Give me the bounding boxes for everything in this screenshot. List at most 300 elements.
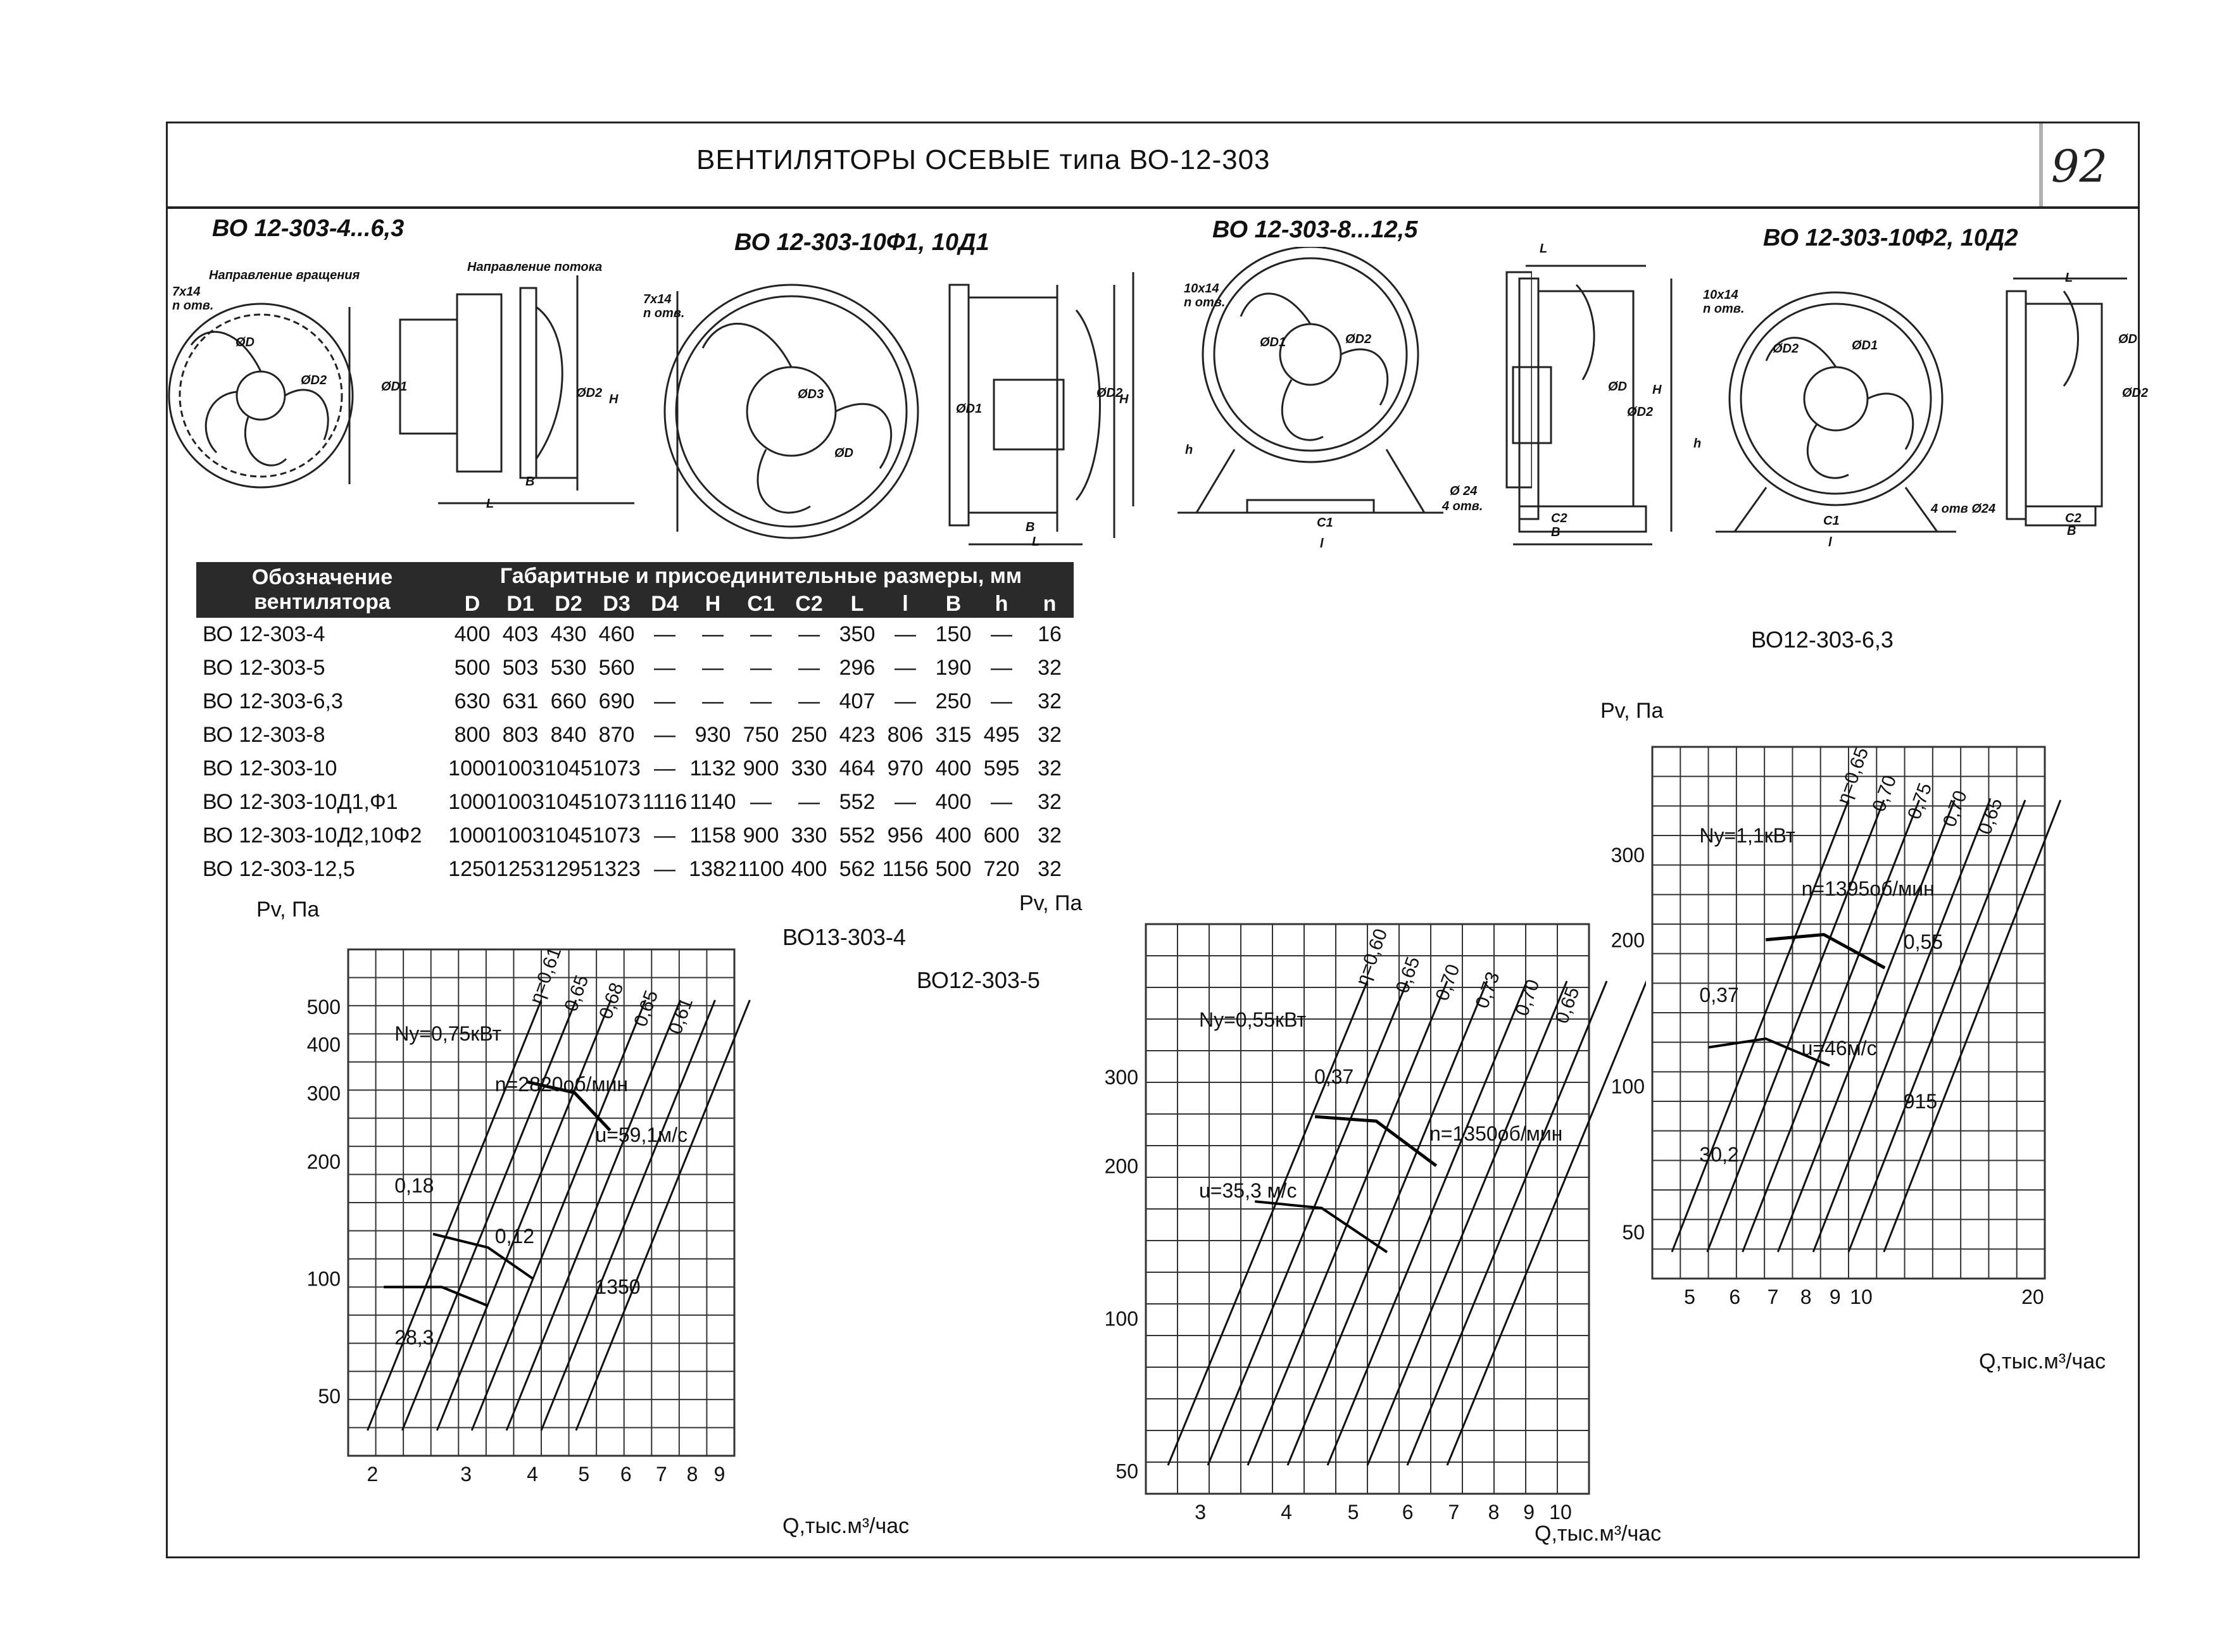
- table-cell: 690: [598, 689, 635, 713]
- table-cell: 430: [550, 622, 587, 646]
- note-f2-holes-base: 4 отв Ø24: [1931, 502, 1996, 516]
- x-tick-label: 9: [1829, 1286, 1841, 1308]
- fan-designation: ВО 12-303-5: [203, 656, 325, 680]
- drawing-label-1: ВО 12-303-4...6,3: [212, 215, 405, 242]
- efficiency-ray: [402, 1000, 576, 1430]
- col-header: h: [977, 590, 1026, 618]
- x-tick-label: 8: [686, 1463, 698, 1486]
- efficiency-label: 0,70: [1938, 787, 1971, 830]
- chart-vo12-303-6-3: [1608, 671, 2140, 1399]
- table-cell: —: [654, 622, 675, 646]
- table-cell: 1382: [689, 857, 737, 881]
- table-cell: —: [895, 689, 916, 713]
- table-cell: 840: [550, 723, 587, 747]
- table-row: [196, 651, 1074, 685]
- table-cell: —: [750, 622, 772, 646]
- table-cell: 32: [1038, 823, 1062, 848]
- fan-designation: ВО 12-303-6,3: [203, 689, 343, 713]
- table-cell: 32: [1038, 723, 1062, 747]
- x-tick-label: 8: [1800, 1286, 1812, 1308]
- col-header: H: [689, 590, 737, 618]
- table-header-group: Габаритные и присоединительные размеры, мм: [448, 562, 1074, 590]
- chart-annotation: n=2820об/мин: [494, 1073, 629, 1096]
- col-header: n: [1026, 590, 1074, 618]
- table-cell: 1073: [593, 756, 641, 780]
- efficiency-ray: [576, 1000, 750, 1430]
- table-cell: 32: [1038, 656, 1062, 680]
- table-cell: 400: [935, 823, 972, 848]
- chart-annotation: n=1350об/мин: [1429, 1122, 1563, 1145]
- table-cell: 1140: [689, 790, 736, 814]
- table-row: [196, 819, 1074, 853]
- x-tick-label: 3: [1195, 1501, 1207, 1524]
- note-8-h: h: [1185, 443, 1193, 457]
- table-cell: 1073: [593, 790, 641, 814]
- x-tick-label: 5: [1684, 1286, 1695, 1308]
- x-tick-label: 10: [1549, 1501, 1572, 1524]
- efficiency-ray: [1168, 981, 1367, 1465]
- note-d2-side: ØD2: [576, 386, 603, 400]
- y-tick-label: 50: [1115, 1460, 1138, 1483]
- efficiency-label: 0,65: [1551, 984, 1584, 1027]
- x-tick-label: 7: [656, 1463, 667, 1486]
- col-header: D3: [593, 590, 641, 618]
- note-d: ØD: [236, 335, 254, 349]
- efficiency-ray: [1813, 800, 1990, 1252]
- table-cell: 1100: [738, 857, 784, 881]
- efficiency-ray: [1208, 981, 1407, 1465]
- table-cell: 1045: [544, 756, 593, 780]
- efficiency-label: 0,70: [1868, 772, 1901, 815]
- table-cell: —: [702, 656, 724, 680]
- x-tick-label: 4: [527, 1463, 538, 1486]
- y-tick-label: 50: [1622, 1220, 1645, 1244]
- efficiency-ray: [1884, 800, 2061, 1252]
- table-cell: 32: [1038, 756, 1062, 780]
- note-d2: ØD2: [301, 373, 327, 387]
- y-tick-label: 200: [306, 1150, 341, 1173]
- x-tick-label: 6: [1729, 1286, 1741, 1308]
- table-cell: 400: [454, 622, 491, 646]
- fan-designation: ВО 12-303-10Д2,10Ф2: [203, 823, 422, 848]
- table-cell: 660: [550, 689, 587, 713]
- table-cell: 500: [935, 857, 972, 881]
- note-h: H: [609, 392, 619, 406]
- table-cell: 1000: [448, 756, 496, 780]
- table-cell: —: [895, 790, 916, 814]
- table-cell: 460: [598, 622, 635, 646]
- note-f2-c1: C1: [1823, 514, 1840, 528]
- y-tick-label: 200: [1611, 929, 1645, 952]
- table-cell: 500: [454, 656, 491, 680]
- x-tick-label: 5: [1347, 1501, 1359, 1524]
- table-cell: —: [750, 689, 772, 713]
- y-axis-label: Pv, Па: [1600, 699, 1664, 723]
- drawing-label-3: ВО 12-303-8...12,5: [1212, 216, 1418, 243]
- table-cell: 1156: [882, 857, 929, 881]
- chart-annotation: 0,55: [1903, 930, 1944, 954]
- y-tick-label: 100: [306, 1267, 341, 1291]
- table-header-name: Обозначение вентилятора: [196, 562, 448, 618]
- efficiency-ray: [437, 1000, 611, 1430]
- chart-annotation: 0,18: [394, 1174, 434, 1197]
- table-cell: 1000: [448, 790, 496, 814]
- table-cell: —: [991, 656, 1012, 680]
- chart-vo12-303-4: [298, 911, 753, 1532]
- efficiency-label: 0,61: [665, 995, 698, 1037]
- efficiency-label: 0,65: [630, 987, 663, 1030]
- table-row: [196, 785, 1074, 819]
- efficiency-ray: [506, 1000, 681, 1430]
- table-cell: 16: [1038, 622, 1062, 646]
- y-axis-label: Pv, Па: [1019, 891, 1083, 915]
- x-tick-label: 5: [578, 1463, 590, 1486]
- efficiency-ray: [1328, 981, 1527, 1465]
- table-row: [196, 718, 1074, 752]
- table-cell: —: [654, 857, 675, 881]
- table-cell: 330: [791, 756, 827, 780]
- table-cell: 956: [887, 823, 924, 848]
- table-cell: 930: [694, 723, 731, 747]
- table-cell: 560: [598, 656, 635, 680]
- fan-drawing-8-12-side: [1507, 253, 1697, 557]
- note-8-side-h: H: [1652, 383, 1662, 397]
- chart-annotation: 30,2: [1699, 1143, 1739, 1167]
- table-cell: 495: [983, 723, 1020, 747]
- col-header: C1: [737, 590, 785, 618]
- note-8-c1: C1: [1317, 516, 1333, 530]
- table-cell: 423: [839, 723, 876, 747]
- table-row: [196, 685, 1074, 718]
- table-cell: 870: [598, 723, 635, 747]
- chart-annotation: 28,3: [394, 1326, 434, 1349]
- note-8-side-b: B: [1551, 525, 1561, 539]
- page-number: 92: [2051, 141, 2108, 192]
- table-cell: 407: [839, 689, 876, 713]
- note-f2-d1: ØD1: [1852, 339, 1878, 353]
- table-cell: 806: [887, 723, 924, 747]
- fan-designation: ВО 12-303-10Д1,Ф1: [203, 790, 398, 814]
- y-tick-label: 300: [1611, 843, 1645, 867]
- chart-annotation: 915: [1903, 1090, 1938, 1113]
- chart-annotation: Ny=0,55кВт: [1199, 1008, 1307, 1031]
- table-cell: 1045: [544, 790, 593, 814]
- table-cell: 403: [502, 622, 539, 646]
- table-cell: 1000: [448, 823, 496, 848]
- table-cell: 1132: [689, 756, 736, 780]
- table-cell: —: [991, 622, 1012, 646]
- chart-annotation: 0,37: [1314, 1065, 1354, 1088]
- note-f2-n: n отв.: [1703, 302, 1745, 316]
- x-tick-label: 8: [1488, 1501, 1500, 1524]
- note-rotation: Направление вращения: [209, 268, 360, 282]
- efficiency-ray: [1743, 800, 1919, 1252]
- table-cell: 1003: [496, 823, 544, 848]
- note-8-side-d2: ØD2: [1627, 405, 1654, 419]
- note-f1-l: L: [1032, 535, 1040, 549]
- note-n-holes: n отв.: [172, 299, 214, 313]
- dimensions-table: [196, 562, 1074, 886]
- power-curve: [384, 1287, 488, 1306]
- x-tick-label: 6: [620, 1463, 632, 1486]
- table-cell: 1253: [496, 857, 544, 881]
- table-cell: 900: [743, 823, 779, 848]
- table-cell: —: [750, 656, 772, 680]
- note-8-hole-dia: Ø 24: [1450, 484, 1478, 498]
- note-8-side-c2: C2: [1551, 511, 1567, 525]
- fan-drawing-f1: [620, 272, 1165, 551]
- x-axis-label: Q,тыс.м³/час: [1979, 1349, 2106, 1374]
- note-f1-d: ØD: [834, 446, 853, 460]
- note-f1-h: H: [1119, 392, 1129, 406]
- power-curve: [1315, 1117, 1436, 1166]
- x-tick-label: 7: [1767, 1286, 1779, 1308]
- chart-annotation: n=1395об/мин: [1801, 877, 1935, 901]
- table-cell: 1323: [593, 857, 641, 881]
- col-header: D: [448, 590, 496, 618]
- table-cell: 552: [839, 790, 876, 814]
- y-tick-label: 50: [318, 1384, 341, 1408]
- table-cell: 800: [454, 723, 491, 747]
- chart-annotation: u=35,3 м/с: [1199, 1179, 1297, 1202]
- chart-annotation: 0,37: [1699, 984, 1739, 1007]
- table-cell: 330: [791, 823, 827, 848]
- table-cell: 970: [887, 756, 924, 780]
- table-cell: —: [654, 723, 675, 747]
- table-cell: —: [702, 689, 724, 713]
- table-cell: 1003: [496, 790, 544, 814]
- table-cell: 464: [839, 756, 876, 780]
- fan-designation: ВО 12-303-4: [203, 622, 325, 646]
- table-cell: —: [654, 656, 675, 680]
- note-8-d1: ØD1: [1260, 335, 1286, 349]
- note-f2-side-c2: C2: [2065, 511, 2082, 525]
- table-cell: 400: [791, 857, 827, 881]
- table-cell: 750: [743, 723, 779, 747]
- x-axis-label: Q,тыс.м³/час: [1535, 1522, 1662, 1546]
- col-header: D4: [641, 590, 689, 618]
- efficiency-label: η=0,60: [1352, 926, 1392, 989]
- efficiency-ray: [1288, 981, 1487, 1465]
- col-header: B: [929, 590, 977, 618]
- fan-drawing-f2-side: [2000, 266, 2149, 544]
- table-cell: 250: [791, 723, 827, 747]
- efficiency-ray: [1407, 981, 1607, 1465]
- note-f2-h: h: [1693, 437, 1702, 451]
- table-cell: 562: [839, 857, 876, 881]
- note-f2-d2: ØD2: [1773, 342, 1799, 356]
- table-cell: 530: [550, 656, 587, 680]
- table-cell: —: [991, 790, 1012, 814]
- table-cell: 32: [1038, 790, 1062, 814]
- table-cell: —: [750, 790, 772, 814]
- table-row: [196, 618, 1074, 651]
- table-cell: 400: [935, 756, 972, 780]
- chart-annotation: 1350: [595, 1275, 641, 1298]
- y-tick-label: 400: [306, 1033, 341, 1056]
- table-cell: 503: [502, 656, 539, 680]
- efficiency-ray: [541, 1000, 715, 1430]
- table-cell: 400: [935, 790, 972, 814]
- y-tick-label: 200: [1104, 1155, 1138, 1178]
- table-cell: 1295: [544, 857, 593, 881]
- fan-designation: ВО 12-303-12,5: [203, 857, 355, 881]
- x-tick-label: 2: [367, 1463, 379, 1486]
- efficiency-label: 0,73: [1471, 969, 1504, 1011]
- y-tick-label: 300: [1104, 1065, 1138, 1089]
- x-tick-label: 3: [460, 1463, 472, 1486]
- table-cell: 720: [983, 857, 1020, 881]
- page-title: ВЕНТИЛЯТОРЫ ОСЕВЫЕ типа ВО-12-303: [696, 144, 1271, 175]
- note-f2-side-d: ØD: [2118, 332, 2137, 346]
- drawing-label-4: ВО 12-303-10Ф2, 10Д2: [1763, 225, 2018, 251]
- efficiency-label: η=0,61: [525, 944, 566, 1007]
- note-8-side-d: ØD: [1608, 380, 1627, 394]
- col-header: D2: [544, 590, 593, 618]
- note-8-n: n отв.: [1184, 296, 1226, 310]
- x-axis-label: Q,тыс.м³/час: [782, 1514, 910, 1538]
- chart-annotation: Ny=0,75кВт: [394, 1022, 502, 1045]
- table-cell: 631: [502, 689, 539, 713]
- x-tick-label: 10: [1850, 1286, 1873, 1308]
- note-l: L: [486, 497, 494, 511]
- chart-title: ВО12-303-6,3: [1751, 627, 1894, 653]
- fan-designation: ВО 12-303-8: [203, 723, 325, 747]
- note-8-hole-count: 4 отв.: [1442, 499, 1483, 513]
- note-8-side-l: L: [1540, 242, 1548, 256]
- x-tick-label: 6: [1402, 1501, 1414, 1524]
- note-f1-d3: ØD3: [798, 387, 824, 401]
- note-f1-b: B: [1026, 520, 1035, 534]
- efficiency-ray: [1672, 800, 1849, 1252]
- efficiency-label: 0,70: [1511, 977, 1544, 1019]
- efficiency-ray: [1367, 981, 1567, 1465]
- table-cell: 595: [983, 756, 1020, 780]
- efficiency-label: 0,65: [1391, 954, 1424, 996]
- y-tick-label: 100: [1104, 1307, 1138, 1330]
- note-f1-d2: ØD2: [1096, 386, 1123, 400]
- efficiency-ray: [1707, 800, 1884, 1252]
- efficiency-label: η=0,65: [1833, 744, 1873, 807]
- table-row: [196, 853, 1074, 886]
- note-f1-holes: 7x14: [643, 292, 672, 306]
- efficiency-ray: [1849, 800, 2025, 1252]
- table-cell: 250: [935, 689, 972, 713]
- efficiency-label: 0,70: [1431, 961, 1464, 1004]
- efficiency-ray: [1778, 800, 1954, 1252]
- efficiency-rays: [368, 1000, 750, 1430]
- table-cell: 630: [454, 689, 491, 713]
- table-cell: 803: [502, 723, 539, 747]
- chart-title: ВО12-303-5: [917, 967, 1040, 993]
- drawing-label-2: ВО 12-303-10Ф1, 10Д1: [734, 229, 989, 256]
- efficiency-label: 0,68: [595, 980, 628, 1022]
- note-flow: Направление потока: [467, 260, 603, 274]
- chart-vo12-303-5: [1076, 899, 1646, 1532]
- efficiency-ray: [1248, 981, 1447, 1465]
- note-d1-side: ØD1: [381, 380, 408, 394]
- table-cell: 900: [743, 756, 779, 780]
- x-tick-label: 4: [1281, 1501, 1292, 1524]
- chart-annotation: 0,12: [494, 1225, 535, 1248]
- y-axis-label: Pv, Па: [256, 898, 320, 922]
- efficiency-label: 0,65: [1974, 795, 2007, 837]
- col-header: L: [833, 590, 881, 618]
- table-cell: —: [798, 689, 820, 713]
- table-cell: —: [798, 790, 820, 814]
- efficiency-label: 0,75: [1904, 780, 1937, 822]
- note-b: B: [525, 475, 535, 489]
- table-cell: 600: [983, 823, 1020, 848]
- x-tick-label: 9: [1523, 1501, 1535, 1524]
- note-f2-side-b: B: [2067, 524, 2076, 538]
- table-cell: 190: [935, 656, 972, 680]
- note-f2-holes: 10x14: [1703, 288, 1738, 302]
- chart-annotation: Ny=1,1кВт: [1699, 824, 1795, 848]
- note-8-l: l: [1320, 537, 1324, 551]
- table-cell: 32: [1038, 857, 1062, 881]
- table-cell: —: [895, 622, 916, 646]
- note-8-d2: ØD2: [1345, 332, 1372, 346]
- efficiency-rays: [1672, 800, 2061, 1252]
- table-row: [196, 752, 1074, 785]
- table-cell: —: [798, 622, 820, 646]
- table-cell: 1116: [642, 790, 688, 814]
- table-cell: —: [895, 656, 916, 680]
- note-8-holes: 10x14: [1184, 282, 1219, 296]
- col-header: D1: [496, 590, 544, 618]
- fan-designation: ВО 12-303-10: [203, 756, 337, 780]
- table-cell: 350: [839, 622, 876, 646]
- table-cell: —: [654, 756, 675, 780]
- efficiency-ray: [472, 1000, 646, 1430]
- efficiency-rays: [1168, 981, 1646, 1465]
- y-tick-label: 100: [1611, 1075, 1645, 1098]
- x-tick-label: 7: [1448, 1501, 1460, 1524]
- table-cell: —: [798, 656, 820, 680]
- table-cell: —: [654, 823, 675, 848]
- x-tick-label: 20: [2021, 1286, 2044, 1308]
- y-tick-label: 500: [306, 995, 341, 1018]
- table-cell: 1250: [448, 857, 496, 881]
- table-cell: 1073: [593, 823, 641, 848]
- table-cell: 552: [839, 823, 876, 848]
- note-f2-side-d2: ØD2: [2122, 386, 2149, 400]
- x-tick-label: 9: [713, 1463, 725, 1486]
- chart-title: ВО13-303-4: [782, 924, 906, 950]
- table-cell: 296: [839, 656, 876, 680]
- table-cell: 1158: [689, 823, 736, 848]
- table-cell: —: [702, 622, 724, 646]
- table-cell: 32: [1038, 689, 1062, 713]
- table-cell: —: [991, 689, 1012, 713]
- note-holes: 7x14: [172, 285, 201, 299]
- table-cell: —: [654, 689, 675, 713]
- chart-annotation: u=46м/с: [1801, 1037, 1877, 1060]
- efficiency-label: 0,65: [560, 972, 593, 1015]
- col-header: l: [881, 590, 929, 618]
- note-f1-d1: ØD1: [956, 402, 983, 416]
- note-f2-side-l: L: [2065, 271, 2073, 285]
- table-cell: 1003: [496, 756, 544, 780]
- table-cell: 315: [935, 723, 972, 747]
- note-f2-l: l: [1828, 535, 1832, 549]
- table-cell: 150: [935, 622, 972, 646]
- note-f1-n: n отв.: [643, 306, 685, 320]
- efficiency-ray: [368, 1000, 542, 1430]
- col-header: C2: [785, 590, 833, 618]
- y-tick-label: 300: [306, 1082, 341, 1105]
